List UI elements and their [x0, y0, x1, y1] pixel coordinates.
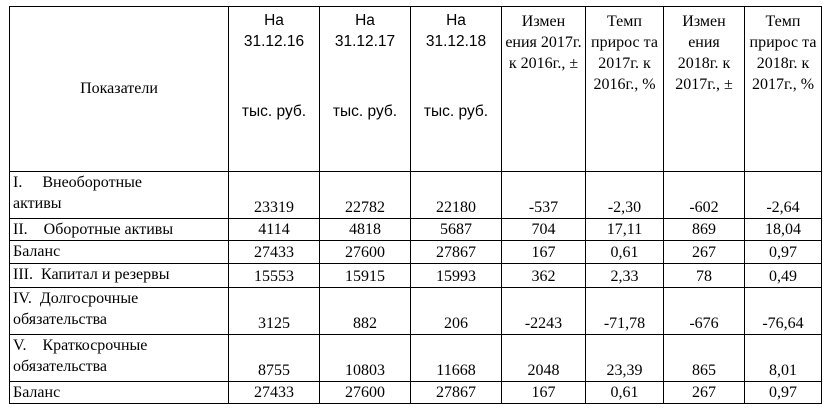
row-value-cell: 22782: [320, 171, 411, 218]
table-row: [10, 218, 822, 240]
row-value-cell: 23,39: [586, 334, 664, 381]
row-indicator-line: I. Внеоборотные: [13, 173, 142, 191]
financial-indicators-table: [9, 6, 822, 404]
row-value-cell: -676: [664, 287, 745, 334]
row-value-cell: 5687: [411, 218, 502, 240]
row-value-cell: 22180: [411, 171, 502, 218]
row-indicator-name: [10, 218, 229, 240]
row-value-cell: 27600: [320, 240, 411, 263]
row-value-cell: 8,01: [745, 334, 822, 381]
row-indicator-line: III. Капитал и резервы: [13, 265, 170, 283]
table-row: [10, 381, 822, 403]
header-unit-2018: тыс. руб.: [411, 54, 502, 171]
row-value-cell: 0,97: [745, 381, 822, 403]
row-value-cell: 27433: [229, 381, 320, 403]
row-value-cell: 27867: [411, 240, 502, 263]
row-value-cell: 267: [664, 240, 745, 263]
row-indicator-name: [10, 334, 229, 381]
row-indicator-line: V. Краткосрочные: [13, 336, 148, 354]
row-indicator-name: [10, 240, 229, 263]
row-value-cell: 869: [664, 218, 745, 240]
row-value-cell: 18,04: [745, 218, 822, 240]
row-value-cell: 10803: [320, 334, 411, 381]
table-row: [10, 263, 822, 287]
row-value-cell: 167: [502, 240, 586, 263]
row-indicator-line: IV. Долгосрочные: [13, 289, 139, 307]
row-value-cell: 865: [664, 334, 745, 381]
row-indicator-line: обязательства: [13, 310, 108, 328]
row-value-cell: -76,64: [745, 287, 822, 334]
row-value-cell: 0,49: [745, 263, 822, 287]
row-indicator-name: [10, 381, 229, 403]
row-indicator-line: Баланс: [13, 383, 61, 401]
header-unit-2017: тыс. руб.: [320, 54, 411, 171]
row-value-cell: 2,33: [586, 263, 664, 287]
row-value-cell: 27867: [411, 381, 502, 403]
row-indicator-line: II. Оборотные активы: [13, 220, 174, 238]
row-value-cell: 8755: [229, 334, 320, 381]
row-value-cell: 23319: [229, 171, 320, 218]
header-date-2017: На 31.12.17: [320, 7, 411, 55]
table-row: [10, 287, 822, 334]
row-value-cell: 362: [502, 263, 586, 287]
row-value-cell: -2,30: [586, 171, 664, 218]
row-value-cell: 15915: [320, 263, 411, 287]
table-row: [10, 240, 822, 263]
row-value-cell: 17,11: [586, 218, 664, 240]
row-value-cell: -2,64: [745, 171, 822, 218]
header-date-2018: На 31.12.18: [411, 7, 502, 55]
row-value-cell: 4114: [229, 218, 320, 240]
header-unit-2016: тыс. руб.: [229, 54, 320, 171]
table-body: [10, 171, 822, 403]
row-value-cell: 27433: [229, 240, 320, 263]
row-value-cell: 0,97: [745, 240, 822, 263]
header-date-2016: На 31.12.16: [229, 7, 320, 55]
row-value-cell: 704: [502, 218, 586, 240]
row-indicator-line: Баланс: [13, 242, 61, 260]
row-value-cell: 15993: [411, 263, 502, 287]
row-value-cell: -2243: [502, 287, 586, 334]
row-value-cell: 3125: [229, 287, 320, 334]
row-indicator-line: активы: [13, 194, 62, 212]
row-value-cell: -602: [664, 171, 745, 218]
row-value-cell: 882: [320, 287, 411, 334]
row-value-cell: -71,78: [586, 287, 664, 334]
row-value-cell: 2048: [502, 334, 586, 381]
header-growth-2018: Темп прирос та 2018г. к 2017г., %: [745, 7, 822, 172]
table-row: [10, 171, 822, 218]
row-value-cell: 0,61: [586, 381, 664, 403]
row-value-cell: 27600: [320, 381, 411, 403]
row-value-cell: 15553: [229, 263, 320, 287]
row-indicator-name: [10, 171, 229, 218]
header-change-2017: Измен ения 2017г. к 2016г., ±: [502, 7, 586, 172]
header-growth-2017: Темп прирос та 2017г. к 2016г., %: [586, 7, 664, 172]
row-value-cell: 0,61: [586, 240, 664, 263]
row-value-cell: 11668: [411, 334, 502, 381]
row-value-cell: -537: [502, 171, 586, 218]
row-indicator-name: [10, 263, 229, 287]
row-value-cell: 206: [411, 287, 502, 334]
row-value-cell: 78: [664, 263, 745, 287]
row-indicator-line: обязательства: [13, 357, 108, 375]
header-change-2018: Измен ения 2018г. к 2017г., ±: [664, 7, 745, 172]
row-indicator-name: [10, 287, 229, 334]
table-row: [10, 334, 822, 381]
row-value-cell: 4818: [320, 218, 411, 240]
row-value-cell: 267: [664, 381, 745, 403]
row-value-cell: 167: [502, 381, 586, 403]
header-indicator: Показатели: [10, 7, 229, 172]
